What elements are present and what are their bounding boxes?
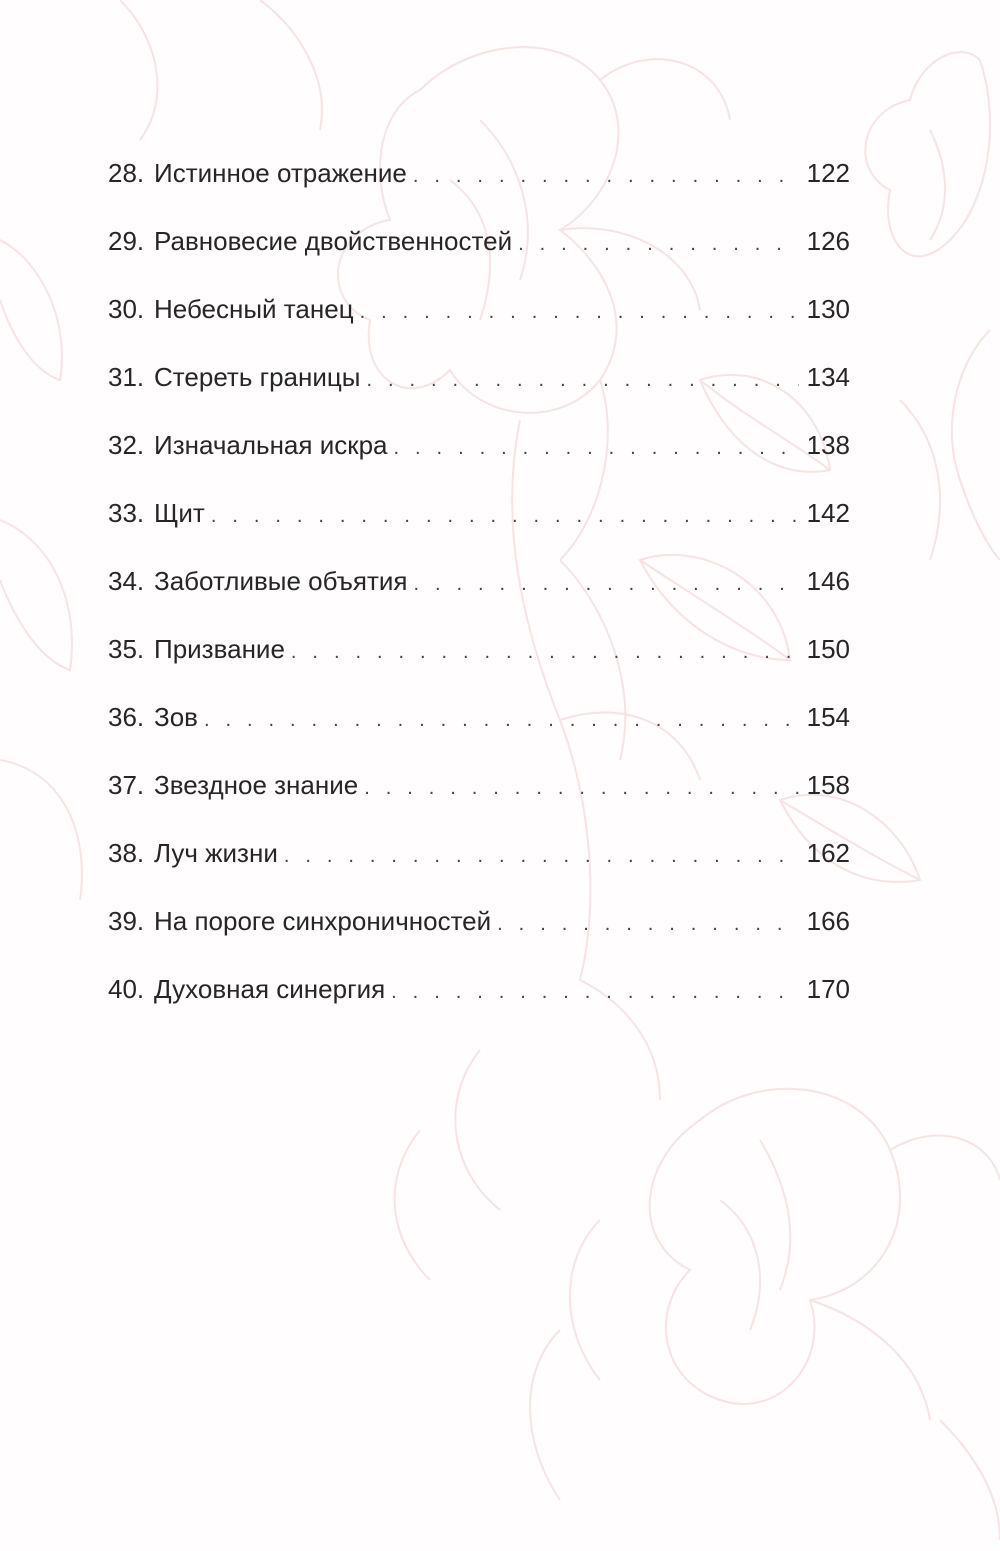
table-of-contents <box>108 158 850 1042</box>
toc-entry-title: Небесный танец <box>154 294 354 324</box>
toc-entry <box>108 566 850 634</box>
toc-entry-title: Луч жизни <box>154 838 278 868</box>
toc-entry-page: 158 <box>806 770 850 800</box>
toc-entry-title: На пороге синхроничностей <box>154 906 492 936</box>
dot-leader <box>360 301 799 324</box>
dot-leader <box>414 573 799 596</box>
toc-entry-number: 39. <box>108 906 145 936</box>
toc-entry-number: 31. <box>108 362 145 392</box>
toc-entry-title: Призвание <box>154 634 285 664</box>
toc-entry-title: Звездное знание <box>154 770 359 800</box>
toc-entry-title: Равновесие двойственностей <box>154 226 513 256</box>
toc-entry <box>108 226 850 294</box>
toc-entry-page: 146 <box>806 566 850 596</box>
toc-entry-number: 36. <box>108 702 145 732</box>
toc-entry <box>108 362 850 430</box>
dot-leader <box>394 437 799 460</box>
toc-entry-number: 40. <box>108 974 145 1004</box>
dot-leader <box>413 165 799 188</box>
toc-entry <box>108 838 850 906</box>
toc-entry-page: 170 <box>806 974 850 1004</box>
toc-entry-page: 138 <box>806 430 850 460</box>
toc-entry-page: 142 <box>806 498 850 528</box>
toc-entry-number: 37. <box>108 770 145 800</box>
toc-entry-number: 35. <box>108 634 145 664</box>
dot-leader <box>204 709 799 732</box>
dot-leader <box>366 369 798 392</box>
toc-entry <box>108 974 850 1042</box>
toc-entry-page: 166 <box>806 906 850 936</box>
dot-leader <box>364 777 798 800</box>
dot-leader <box>518 233 799 256</box>
toc-entry-page: 154 <box>806 702 850 732</box>
toc-entry-number: 30. <box>108 294 145 324</box>
toc-entry <box>108 430 850 498</box>
toc-entry-number: 34. <box>108 566 145 596</box>
toc-entry-title: Щит <box>154 498 205 528</box>
toc-entry-title: Стереть границы <box>154 362 361 392</box>
toc-entry-title: Истинное отражение <box>154 158 407 188</box>
toc-entry-number: 32. <box>108 430 145 460</box>
toc-entry-page: 122 <box>806 158 850 188</box>
dot-leader <box>211 505 799 528</box>
dot-leader <box>391 981 798 1004</box>
dot-leader <box>497 913 798 936</box>
toc-entry-title: Зов <box>154 702 198 732</box>
toc-entry-page: 126 <box>806 226 850 256</box>
toc-entry-number: 38. <box>108 838 145 868</box>
toc-entry <box>108 294 850 362</box>
toc-entry-page: 162 <box>806 838 850 868</box>
toc-entry-number: 33. <box>108 498 145 528</box>
toc-entry-page: 130 <box>806 294 850 324</box>
toc-entry-number: 28. <box>108 158 145 188</box>
toc-entry-title: Духовная синергия <box>154 974 386 1004</box>
toc-entry <box>108 634 850 702</box>
toc-entry-number: 29. <box>108 226 145 256</box>
toc-entry <box>108 498 850 566</box>
toc-entry-page: 134 <box>806 362 850 392</box>
toc-entry <box>108 158 850 226</box>
toc-entry-title: Заботливые объятия <box>154 566 408 596</box>
toc-entry-page: 150 <box>806 634 850 664</box>
toc-entry <box>108 702 850 770</box>
toc-entry-title: Изначальная искра <box>154 430 388 460</box>
dot-leader <box>291 641 799 664</box>
toc-entry <box>108 906 850 974</box>
toc-entry <box>108 770 850 838</box>
dot-leader <box>284 845 799 868</box>
